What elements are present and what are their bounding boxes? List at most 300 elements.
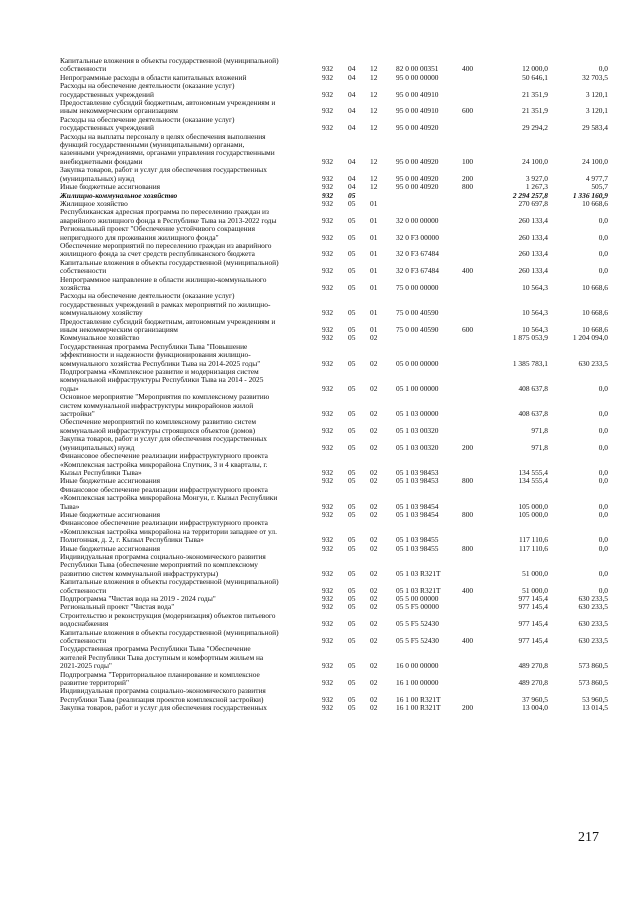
target-article-code: 16 1 00 R321T bbox=[396, 703, 441, 713]
amount-year-2: 630 233,5 bbox=[578, 602, 608, 612]
dept-code: 932 bbox=[322, 409, 334, 419]
section-code: 05 bbox=[348, 636, 356, 646]
section-code: 05 bbox=[348, 232, 356, 242]
target-article-code: 05 0 00 00000 bbox=[396, 358, 439, 368]
amount-year-2: 13 014,5 bbox=[582, 703, 608, 713]
amount-year-2: 0,0 bbox=[598, 568, 608, 578]
amount-year-1: 408 637,8 bbox=[518, 383, 548, 393]
expense-type-code: 800 bbox=[462, 182, 474, 192]
amount-year-1: 3 927,0 bbox=[525, 173, 548, 183]
table-row bbox=[60, 208, 608, 225]
target-article-code: 75 0 00 00000 bbox=[396, 282, 439, 292]
dept-code: 932 bbox=[322, 64, 334, 74]
section-code: 04 bbox=[348, 156, 356, 166]
dept-code: 932 bbox=[322, 509, 334, 519]
table-row bbox=[60, 578, 608, 595]
subsection-code: 02 bbox=[370, 476, 378, 486]
target-article-code: 82 0 00 00351 bbox=[396, 64, 439, 74]
target-article-code: 05 1 03 98455 bbox=[396, 543, 439, 553]
dept-code: 932 bbox=[322, 383, 334, 393]
target-article-code: 95 0 00 40920 bbox=[396, 156, 439, 166]
target-article-code: 05 1 03 98454 bbox=[396, 509, 439, 519]
amount-year-2: 0,0 bbox=[598, 64, 608, 74]
amount-year-2: 10 668,6 bbox=[582, 325, 608, 334]
amount-year-1: 489 270,8 bbox=[518, 678, 548, 688]
dept-code: 932 bbox=[322, 89, 334, 99]
section-code: 05 bbox=[348, 282, 356, 292]
target-article-code: 05 1 03 R321T bbox=[396, 568, 441, 578]
subsection-code: 02 bbox=[370, 509, 378, 519]
amount-year-1: 105 000,0 bbox=[518, 501, 548, 511]
row-name: Закупка товаров, работ и услуг для обеспечения государственных bbox=[60, 703, 267, 713]
section-code: 05 bbox=[348, 568, 356, 578]
amount-year-2: 630 233,5 bbox=[578, 358, 608, 368]
dept-code: 932 bbox=[322, 266, 334, 276]
table-row bbox=[60, 166, 608, 183]
dept-code: 932 bbox=[322, 308, 334, 318]
table-row bbox=[60, 292, 608, 317]
row-name: Региональный проект "Обеспечение устойчивого сокращения непригодного для проживания жилищного фонда" bbox=[60, 224, 255, 242]
row-name: Иные бюджетные ассигнования bbox=[60, 476, 161, 486]
subsection-code: 02 bbox=[370, 585, 378, 595]
section-code: 04 bbox=[348, 182, 356, 192]
target-article-code: 16 0 00 00000 bbox=[396, 661, 439, 671]
dept-code: 932 bbox=[322, 249, 334, 259]
subsection-code: 02 bbox=[370, 358, 378, 368]
row-name: Капитальные вложения в объекты государственной (муниципальной) собственности bbox=[60, 627, 279, 646]
amount-year-2: 10 668,6 bbox=[582, 308, 608, 318]
expense-type-code: 200 bbox=[462, 442, 474, 452]
dept-code: 932 bbox=[322, 173, 334, 183]
amount-year-2: 0,0 bbox=[598, 425, 608, 435]
subsection-code: 02 bbox=[370, 694, 378, 704]
row-name: Расходы на обеспечение деятельности (оказание услуг) государственных учреждений bbox=[60, 114, 235, 133]
section-code: 05 bbox=[348, 215, 356, 225]
table-row bbox=[60, 687, 608, 704]
amount-year-1: 971,8 bbox=[531, 425, 548, 435]
table-row bbox=[60, 486, 608, 511]
table-row bbox=[60, 57, 608, 74]
section-code: 05 bbox=[348, 425, 356, 435]
row-name: Финансовое обеспечение реализации инфраструктурного проекта «Комплексная застройка микрорайона Спутник, 3 и 4 кварталы, г. Кызыл Республики Тыва» bbox=[60, 451, 268, 477]
table-row bbox=[60, 553, 608, 578]
amount-year-1: 134 555,4 bbox=[518, 476, 548, 486]
dept-code: 932 bbox=[322, 585, 334, 595]
section-code: 05 bbox=[348, 509, 356, 519]
expense-type-code: 800 bbox=[462, 543, 474, 553]
table-row bbox=[60, 612, 608, 629]
subsection-code: 02 bbox=[370, 425, 378, 435]
subsection-code: 01 bbox=[370, 266, 378, 276]
table-row bbox=[60, 671, 608, 688]
section-code: 05 bbox=[348, 467, 356, 477]
target-article-code: 05 5 F5 52430 bbox=[396, 636, 439, 646]
row-name: Подпрограмма "Территориальное планирование и комплексное развитие территорий" bbox=[60, 669, 260, 688]
amount-year-2: 53 960,5 bbox=[582, 694, 608, 704]
subsection-code: 12 bbox=[370, 89, 378, 99]
amount-year-1: 1 385 783,1 bbox=[512, 358, 548, 368]
amount-year-1: 10 564,3 bbox=[522, 308, 548, 318]
amount-year-1: 260 133,4 bbox=[518, 215, 548, 225]
section-code: 05 bbox=[348, 585, 356, 595]
amount-year-1: 37 960,5 bbox=[522, 694, 548, 704]
amount-year-2: 0,0 bbox=[598, 467, 608, 477]
amount-year-1: 117 110,6 bbox=[518, 535, 548, 545]
amount-year-2: 0,0 bbox=[598, 409, 608, 419]
dept-code: 932 bbox=[322, 333, 334, 343]
target-article-code: 05 5 F5 52430 bbox=[396, 619, 439, 629]
subsection-code: 02 bbox=[370, 619, 378, 629]
amount-year-2: 630 233,5 bbox=[578, 594, 608, 603]
row-name: Расходы на обеспечение деятельности (оказание услуг) государственных учреждений в рамках мероприятий по жилищно- коммунальному хозяйству bbox=[60, 291, 271, 318]
amount-year-1: 1 267,3 bbox=[525, 182, 548, 192]
amount-year-1: 10 564,3 bbox=[522, 325, 548, 334]
dept-code: 932 bbox=[322, 694, 334, 704]
dept-code: 932 bbox=[322, 182, 334, 192]
amount-year-1: 977 145,4 bbox=[518, 636, 548, 646]
expense-type-code: 400 bbox=[462, 585, 474, 595]
row-name: Республиканская адресная программа по переселению граждан из аварийного жилищного фонда в Республике Тыва на 2013-2022 годы bbox=[60, 207, 277, 225]
section-code: 04 bbox=[348, 123, 356, 133]
section-code: 05 bbox=[348, 333, 356, 343]
target-article-code: 95 0 00 40920 bbox=[396, 182, 439, 192]
amount-year-1: 489 270,8 bbox=[518, 661, 548, 671]
table-row bbox=[60, 629, 608, 646]
expense-type-code: 400 bbox=[462, 636, 474, 646]
subsection-code: 12 bbox=[370, 72, 378, 82]
expense-type-code: 200 bbox=[462, 703, 474, 713]
subsection-code: 12 bbox=[370, 182, 378, 192]
amount-year-1: 12 000,0 bbox=[522, 64, 548, 74]
dept-code: 932 bbox=[322, 425, 334, 435]
dept-code: 932 bbox=[322, 661, 334, 671]
row-name: Государственная программа Республики Тыва "Обеспечение жителей Республики Тыва доступным и комфортным жильем на 2021-2025 годы" bbox=[60, 644, 264, 671]
amount-year-1: 977 145,4 bbox=[518, 619, 548, 629]
table-row bbox=[60, 435, 608, 452]
row-name: Индивидуальная программа социально-экономического развития Республики Тыва (реализация проектов комплексной застройки) bbox=[60, 686, 266, 704]
target-article-code: 05 5 F5 00000 bbox=[396, 602, 439, 612]
row-name: Региональный проект "Чистая вода" bbox=[60, 602, 175, 612]
page-number: 217 bbox=[578, 830, 599, 845]
target-article-code: 32 0 00 00000 bbox=[396, 215, 439, 225]
row-name: Предоставление субсидий бюджетным, автономным учреждениям и иным некоммерческим организациям bbox=[60, 316, 276, 334]
table-row bbox=[60, 225, 608, 242]
dept-code: 932 bbox=[322, 442, 334, 452]
expense-type-code: 800 bbox=[462, 476, 474, 486]
table-row bbox=[60, 343, 608, 368]
dept-code: 932 bbox=[322, 476, 334, 486]
amount-year-1: 13 004,0 bbox=[522, 703, 548, 713]
subsection-code: 02 bbox=[370, 661, 378, 671]
target-article-code: 05 1 00 00000 bbox=[396, 383, 439, 393]
target-article-code: 05 1 03 98453 bbox=[396, 467, 439, 477]
amount-year-2: 0,0 bbox=[598, 476, 608, 486]
subsection-code: 12 bbox=[370, 64, 378, 74]
amount-year-1: 260 133,4 bbox=[518, 232, 548, 242]
amount-year-2: 10 668,6 bbox=[582, 282, 608, 292]
dept-code: 932 bbox=[322, 703, 334, 713]
dept-code: 932 bbox=[322, 198, 334, 208]
amount-year-2: 10 668,6 bbox=[582, 198, 608, 208]
table-row bbox=[60, 393, 608, 418]
target-article-code: 95 0 00 40920 bbox=[396, 173, 439, 183]
amount-year-2: 0,0 bbox=[598, 535, 608, 545]
dept-code: 932 bbox=[322, 636, 334, 646]
amount-year-2: 630 233,5 bbox=[578, 619, 608, 629]
subsection-code: 01 bbox=[370, 232, 378, 242]
target-article-code: 05 5 00 00000 bbox=[396, 594, 439, 603]
dept-code: 932 bbox=[322, 358, 334, 368]
expense-type-code: 400 bbox=[462, 64, 474, 74]
amount-year-1: 134 555,4 bbox=[518, 467, 548, 477]
section-code: 05 bbox=[348, 619, 356, 629]
target-article-code: 95 0 00 40920 bbox=[396, 123, 439, 133]
amount-year-2: 573 860,5 bbox=[578, 678, 608, 688]
amount-year-1: 51 000,0 bbox=[522, 585, 548, 595]
dept-code: 932 bbox=[322, 156, 334, 166]
dept-code: 932 bbox=[322, 467, 334, 477]
target-article-code: 05 1 03 00320 bbox=[396, 425, 439, 435]
row-name: Капитальные вложения в объекты государственной (муниципальной) собственности bbox=[60, 257, 279, 276]
table-row bbox=[60, 276, 608, 293]
row-name: Финансовое обеспечение реализации инфраструктурного проекта «Комплексная застройка микрорайона Монгун, г. Кызыл Республики Тыва» bbox=[60, 484, 278, 511]
amount-year-1: 260 133,4 bbox=[518, 249, 548, 259]
table-row bbox=[60, 418, 608, 435]
target-article-code: 75 0 00 40590 bbox=[396, 308, 439, 318]
dept-code: 932 bbox=[322, 72, 334, 82]
row-name: Подпрограмма "Чистая вода на 2019 - 2024 годы" bbox=[60, 594, 216, 603]
section-code: 04 bbox=[348, 106, 356, 116]
section-code: 05 bbox=[348, 703, 356, 713]
expense-type-code: 200 bbox=[462, 173, 474, 183]
table-row bbox=[60, 519, 608, 544]
subsection-code: 02 bbox=[370, 602, 378, 612]
row-name: Обеспечение мероприятий по комплексному развитию систем коммунальной инфраструктуры строящихся объектов (домов) bbox=[60, 417, 257, 435]
table-row bbox=[60, 704, 608, 712]
row-name: Расходы на выплаты персоналу в целях обеспечения выполнения функций государственными (муниципальными) органами, казенными учреждениями, органами управления государственными внебюджетными фондами bbox=[60, 131, 275, 166]
row-name: Иные бюджетные ассигнования bbox=[60, 509, 161, 519]
table-row bbox=[60, 133, 608, 167]
row-name: Строительство и реконструкция (модернизация) объектов питьевого водоснабжения bbox=[60, 610, 276, 629]
target-article-code: 05 1 03 R321T bbox=[396, 585, 441, 595]
section-code: 05 bbox=[348, 325, 356, 334]
subsection-code: 01 bbox=[370, 249, 378, 259]
amount-year-2: 0,0 bbox=[598, 383, 608, 393]
subsection-code: 01 bbox=[370, 282, 378, 292]
section-code: 05 bbox=[348, 694, 356, 704]
table-row bbox=[60, 82, 608, 99]
section-code: 05 bbox=[348, 678, 356, 688]
target-article-code: 32 0 F3 00000 bbox=[396, 232, 439, 242]
amount-year-2: 24 100,0 bbox=[582, 156, 608, 166]
subsection-code: 01 bbox=[370, 215, 378, 225]
amount-year-1: 260 133,4 bbox=[518, 266, 548, 276]
amount-year-1: 977 145,4 bbox=[518, 602, 548, 612]
amount-year-2: 4 977,7 bbox=[585, 173, 608, 183]
section-code: 04 bbox=[348, 72, 356, 82]
subsection-code: 02 bbox=[370, 467, 378, 477]
target-article-code: 32 0 F3 67484 bbox=[396, 266, 439, 276]
amount-year-2: 32 703,5 bbox=[582, 72, 608, 82]
amount-year-1: 408 637,8 bbox=[518, 409, 548, 419]
expense-type-code: 100 bbox=[462, 156, 474, 166]
subsection-code: 12 bbox=[370, 173, 378, 183]
dept-code: 932 bbox=[322, 501, 334, 511]
amount-year-2: 0,0 bbox=[598, 585, 608, 595]
amount-year-2: 0,0 bbox=[598, 501, 608, 511]
table-row bbox=[60, 452, 608, 477]
subsection-code: 02 bbox=[370, 678, 378, 688]
target-article-code: 95 0 00 40910 bbox=[396, 106, 439, 116]
amount-year-1: 2 294 257,8 bbox=[512, 190, 548, 200]
amount-year-2: 1 336 160,9 bbox=[572, 190, 608, 200]
subsection-code: 02 bbox=[370, 409, 378, 419]
table-row bbox=[60, 259, 608, 276]
section-code: 05 bbox=[348, 442, 356, 452]
section-code: 04 bbox=[348, 89, 356, 99]
amount-year-2: 0,0 bbox=[598, 509, 608, 519]
dept-code: 932 bbox=[322, 282, 334, 292]
table-row bbox=[60, 368, 608, 393]
row-name: Финансовое обеспечение реализации инфраструктурного проекта «Комплексная застройка микрорайона на территории западнее от ул. Полигонная, д. 2, г. Кызыл Республики Тыва» bbox=[60, 518, 277, 545]
subsection-code: 02 bbox=[370, 703, 378, 713]
row-name: Подпрограмма «Комплексное развитие и модернизация систем коммунальной инфраструктуры Республики Тыва на 2014 - 2025 годы» bbox=[60, 367, 264, 393]
subsection-code: 02 bbox=[370, 543, 378, 553]
budget-table bbox=[60, 57, 608, 713]
section-code: 04 bbox=[348, 64, 356, 74]
subsection-code: 02 bbox=[370, 535, 378, 545]
amount-year-1: 21 351,9 bbox=[522, 89, 548, 99]
subsection-code: 01 bbox=[370, 198, 378, 208]
subsection-code: 01 bbox=[370, 325, 378, 334]
table-row bbox=[60, 99, 608, 116]
row-name: Непрограммное направление в области жилищно-коммунального хозяйства bbox=[60, 274, 267, 292]
section-code: 05 bbox=[348, 535, 356, 545]
amount-year-2: 573 860,5 bbox=[578, 661, 608, 671]
row-name: Закупка товаров, работ и услуг для обеспечения государственных (муниципальных) нужд bbox=[60, 434, 267, 452]
target-article-code: 05 1 03 00320 bbox=[396, 442, 439, 452]
target-article-code: 75 0 00 40590 bbox=[396, 325, 439, 334]
amount-year-1: 977 145,4 bbox=[518, 594, 548, 603]
row-name: Капитальные вложения в объекты государственной (муниципальной) собственности bbox=[60, 56, 279, 74]
subsection-code: 12 bbox=[370, 156, 378, 166]
expense-type-code: 800 bbox=[462, 509, 474, 519]
target-article-code: 05 1 03 98455 bbox=[396, 535, 439, 545]
row-name: Предоставление субсидий бюджетным, автономным учреждениям и иным некоммерческим организациям bbox=[60, 98, 276, 116]
subsection-code: 02 bbox=[370, 333, 378, 343]
section-code: 05 bbox=[348, 358, 356, 368]
target-article-code: 05 1 03 00000 bbox=[396, 409, 439, 419]
dept-code: 932 bbox=[322, 106, 334, 116]
amount-year-2: 29 583,4 bbox=[582, 123, 608, 133]
amount-year-1: 21 351,9 bbox=[522, 106, 548, 116]
row-name: Индивидуальная программа социально-экономического развития Республики Тыва (обеспечение мероприятий по комплексному развитию систем коммунальной инфраструктуры) bbox=[60, 551, 266, 578]
section-code: 05 bbox=[348, 594, 356, 603]
section-code: 05 bbox=[348, 198, 356, 208]
amount-year-1: 1 875 053,9 bbox=[512, 333, 548, 343]
section-code: 05 bbox=[348, 266, 356, 276]
dept-code: 932 bbox=[322, 594, 334, 603]
row-name: Жилищное хозяйство bbox=[60, 198, 128, 208]
dept-code: 932 bbox=[322, 602, 334, 612]
table-row bbox=[60, 318, 608, 335]
amount-year-2: 0,0 bbox=[598, 543, 608, 553]
section-code: 05 bbox=[348, 409, 356, 419]
section-code: 05 bbox=[348, 190, 356, 200]
dept-code: 932 bbox=[322, 535, 334, 545]
amount-year-2: 3 120,1 bbox=[585, 106, 608, 116]
target-article-code: 16 1 00 R321T bbox=[396, 694, 441, 704]
amount-year-1: 270 697,8 bbox=[518, 198, 548, 208]
target-article-code: 05 1 03 98454 bbox=[396, 501, 439, 511]
subsection-code: 02 bbox=[370, 383, 378, 393]
dept-code: 932 bbox=[322, 619, 334, 629]
section-code: 05 bbox=[348, 476, 356, 486]
amount-year-1: 971,8 bbox=[531, 442, 548, 452]
target-article-code: 05 1 03 98453 bbox=[396, 476, 439, 486]
target-article-code: 32 0 F3 67484 bbox=[396, 249, 439, 259]
row-name: Расходы на обеспечение деятельности (оказание услуг) государственных учреждений bbox=[60, 81, 235, 99]
row-name: Обеспечение мероприятий по переселению граждан из аварийного жилищного фонда за счет средств республиканского бюджета bbox=[60, 240, 272, 259]
dept-code: 932 bbox=[322, 325, 334, 334]
section-code: 04 bbox=[348, 173, 356, 183]
dept-code: 932 bbox=[322, 568, 334, 578]
amount-year-1: 50 646,1 bbox=[522, 72, 548, 82]
row-name: Государственная программа Республики Тыва "Повышение эффективности и надежности функционирования жилищно- коммунального хозяйства Республики Тыва на 2014-2025 годы" bbox=[60, 341, 261, 368]
row-name: Коммунальное хозяйство bbox=[60, 333, 140, 343]
amount-year-1: 105 000,0 bbox=[518, 509, 548, 519]
expense-type-code: 600 bbox=[462, 325, 474, 334]
amount-year-2: 1 204 094,0 bbox=[572, 333, 608, 343]
section-code: 05 bbox=[348, 383, 356, 393]
section-code: 05 bbox=[348, 249, 356, 259]
row-name: Иные бюджетные ассигнования bbox=[60, 543, 161, 553]
target-article-code: 16 1 00 00000 bbox=[396, 678, 439, 688]
dept-code: 932 bbox=[322, 123, 334, 133]
row-name: Непрограммные расходы в области капитальных вложений bbox=[60, 72, 247, 82]
row-name: Основное мероприятие "Мероприятия по комплексному развитию систем коммунальной инфраструктуры микрорайонов жилой застройки" bbox=[60, 392, 270, 419]
amount-year-1: 10 564,3 bbox=[522, 282, 548, 292]
table-row bbox=[60, 242, 608, 259]
table-row bbox=[60, 645, 608, 670]
amount-year-2: 0,0 bbox=[598, 232, 608, 242]
expense-type-code: 400 bbox=[462, 266, 474, 276]
amount-year-1: 29 294,2 bbox=[522, 123, 548, 133]
subsection-code: 01 bbox=[370, 308, 378, 318]
table-row bbox=[60, 116, 608, 133]
amount-year-2: 505,7 bbox=[591, 182, 608, 192]
row-name: Капитальные вложения в объекты государственной (муниципальной) собственности bbox=[60, 577, 279, 595]
amount-year-2: 630 233,5 bbox=[578, 636, 608, 646]
subsection-code: 02 bbox=[370, 568, 378, 578]
subsection-code: 02 bbox=[370, 636, 378, 646]
dept-code: 932 bbox=[322, 678, 334, 688]
target-article-code: 95 0 00 40910 bbox=[396, 89, 439, 99]
section-code: 05 bbox=[348, 602, 356, 612]
subsection-code: 12 bbox=[370, 123, 378, 133]
amount-year-2: 0,0 bbox=[598, 266, 608, 276]
dept-code: 932 bbox=[322, 543, 334, 553]
dept-code: 932 bbox=[322, 190, 334, 200]
subsection-code: 02 bbox=[370, 594, 378, 603]
amount-year-2: 0,0 bbox=[598, 249, 608, 259]
row-name: Иные бюджетные ассигнования bbox=[60, 182, 161, 192]
subsection-code: 02 bbox=[370, 442, 378, 452]
dept-code: 932 bbox=[322, 215, 334, 225]
amount-year-1: 24 100,0 bbox=[522, 156, 548, 166]
row-name: Жилищно-коммунальное хозяйство bbox=[60, 190, 178, 200]
section-code: 05 bbox=[348, 501, 356, 511]
